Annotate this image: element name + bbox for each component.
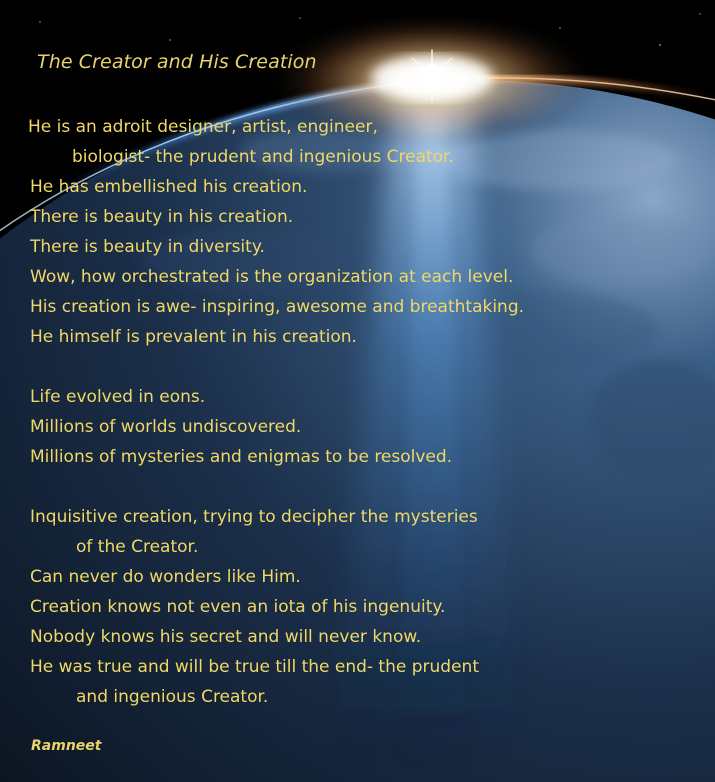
poem-line: His creation is awe- inspiring, awesome and breathtaking. <box>30 297 525 317</box>
poem-line: Creation knows not even an iota of his ingenuity. <box>30 597 446 617</box>
poem-body <box>30 112 700 712</box>
stanza-break <box>30 352 700 382</box>
poem-line: Millions of worlds undiscovered. <box>30 417 302 437</box>
author-signature: Ramneet <box>31 738 102 754</box>
poem-line: Inquisitive creation, trying to decipher the mysteries <box>30 507 478 527</box>
stanza-3 <box>30 502 700 712</box>
stanza-2 <box>30 382 700 472</box>
poem-line: He is an adroit designer, artist, engineer, <box>28 117 378 137</box>
poem-line: Nobody knows his secret and will never know. <box>30 627 422 647</box>
stanza-break <box>30 472 700 502</box>
poem-line: There is beauty in his creation. <box>30 207 294 227</box>
poem-line: He himself is prevalent in his creation. <box>30 327 357 347</box>
poem-line: and ingenious Creator. <box>76 687 269 707</box>
poem-line: Millions of mysteries and enigmas to be resolved. <box>30 447 453 467</box>
poem-line: Life evolved in eons. <box>30 387 206 407</box>
poem-line: There is beauty in diversity. <box>30 237 265 257</box>
poem-title: The Creator and His Creation <box>37 51 317 73</box>
poem-line: He has embellished his creation. <box>30 177 308 197</box>
poem-line: biologist- the prudent and ingenious Creator. <box>72 147 454 167</box>
stanza-1 <box>30 112 700 352</box>
poem-line: He was true and will be true till the end- the prudent <box>30 657 479 677</box>
poem-line: Wow, how orchestrated is the organization at each level. <box>30 267 514 287</box>
poem-line: Can never do wonders like Him. <box>30 567 301 587</box>
poem-line: of the Creator. <box>76 537 199 557</box>
